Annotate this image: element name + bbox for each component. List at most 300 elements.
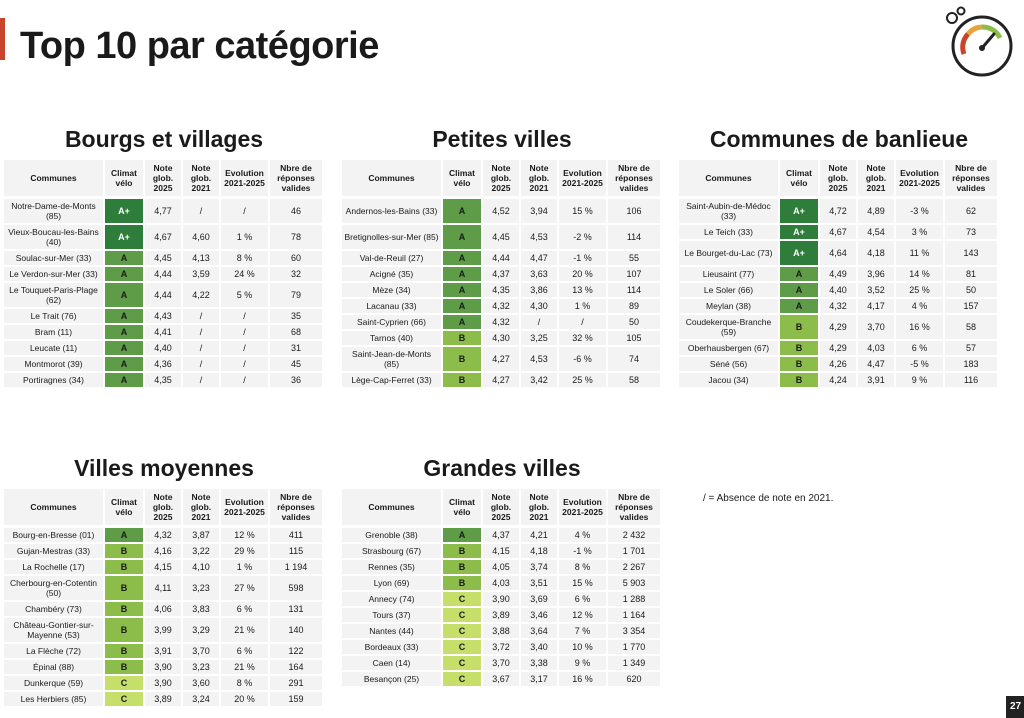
- table-row: [4, 341, 324, 357]
- evolution: 8 %: [221, 676, 270, 692]
- column-header: Note glob. 2025: [483, 489, 521, 528]
- score-2021: /: [183, 357, 221, 373]
- score-2025: 4,29: [820, 315, 858, 341]
- score-2021: /: [183, 199, 221, 225]
- responses-count: 122: [270, 644, 324, 660]
- table-row: [4, 199, 324, 225]
- page-title: Top 10 par catégorie: [20, 25, 379, 67]
- climate-grade-badge: C: [443, 624, 483, 640]
- table-row: [342, 656, 662, 672]
- evolution: -5 %: [896, 357, 945, 373]
- speedometer-logo-icon: [940, 4, 1014, 78]
- column-header: Climat vélo: [443, 160, 483, 199]
- score-2025: 3,67: [483, 672, 521, 688]
- score-2025: 4,67: [820, 225, 858, 241]
- commune-name: Notre-Dame-de-Monts (85): [4, 199, 105, 225]
- category-block: [342, 124, 662, 389]
- score-2025: 4,36: [145, 357, 183, 373]
- evolution: 5 %: [221, 283, 270, 309]
- evolution: /: [559, 315, 608, 331]
- score-2025: 4,41: [145, 325, 183, 341]
- column-header: Note glob. 2025: [820, 160, 858, 199]
- category-title: Petites villes: [432, 126, 572, 152]
- table-row: [4, 660, 324, 676]
- climate-grade-badge: A: [443, 315, 483, 331]
- column-header: Evolution 2021-2025: [221, 160, 270, 199]
- score-2021: 3,94: [521, 199, 559, 225]
- commune-name: Oberhausbergen (67): [679, 341, 780, 357]
- responses-count: 159: [270, 692, 324, 708]
- score-2021: 3,23: [183, 576, 221, 602]
- table-row: [342, 624, 662, 640]
- responses-count: 620: [608, 672, 662, 688]
- table-row: [4, 251, 324, 267]
- evolution: 14 %: [896, 267, 945, 283]
- score-2025: 4,30: [483, 331, 521, 347]
- responses-count: 116: [945, 373, 999, 389]
- column-header: Evolution 2021-2025: [896, 160, 945, 199]
- climate-grade-badge: A: [105, 309, 145, 325]
- evolution: 9 %: [896, 373, 945, 389]
- evolution: 6 %: [896, 341, 945, 357]
- commune-name: Acigné (35): [342, 267, 443, 283]
- table-row: [4, 692, 324, 708]
- category-block: [4, 124, 324, 389]
- score-2025: 3,90: [145, 676, 183, 692]
- score-2025: 4,40: [820, 283, 858, 299]
- evolution: 29 %: [221, 544, 270, 560]
- climate-grade-badge: B: [105, 560, 145, 576]
- climate-grade-badge: B: [780, 341, 820, 357]
- score-2025: 4,32: [483, 315, 521, 331]
- score-2025: 4,27: [483, 347, 521, 373]
- responses-count: 78: [270, 225, 324, 251]
- commune-name: Grenoble (38): [342, 528, 443, 544]
- evolution: 20 %: [221, 692, 270, 708]
- responses-count: 60: [270, 251, 324, 267]
- table-row: [679, 225, 999, 241]
- responses-count: 89: [608, 299, 662, 315]
- table-row: [342, 672, 662, 688]
- category-title: Bourgs et villages: [64, 126, 264, 152]
- evolution: 20 %: [559, 267, 608, 283]
- commune-name: Le Soler (66): [679, 283, 780, 299]
- score-2025: 4,37: [483, 528, 521, 544]
- responses-count: 58: [945, 315, 999, 341]
- climate-grade-badge: B: [780, 373, 820, 389]
- table-row: [342, 199, 662, 225]
- column-header: Note glob. 2025: [145, 489, 183, 528]
- table-row: [4, 576, 324, 602]
- score-2025: 4,32: [820, 299, 858, 315]
- climate-grade-badge: A: [443, 528, 483, 544]
- category-title: Communes de banlieue: [709, 126, 969, 152]
- score-2021: 3,96: [858, 267, 896, 283]
- climate-grade-badge: A: [780, 283, 820, 299]
- commune-name: Séné (56): [679, 357, 780, 373]
- column-header: Climat vélo: [105, 160, 145, 199]
- table-row: [342, 267, 662, 283]
- score-2021: 4,53: [521, 225, 559, 251]
- commune-name: Annecy (74): [342, 592, 443, 608]
- score-2021: /: [183, 309, 221, 325]
- score-2025: 4,67: [145, 225, 183, 251]
- table-row: [342, 225, 662, 251]
- category-block: [679, 124, 999, 389]
- responses-count: 62: [945, 199, 999, 225]
- responses-count: 131: [270, 602, 324, 618]
- score-2025: 4,45: [145, 251, 183, 267]
- score-2025: 4,52: [483, 199, 521, 225]
- commune-name: Leucate (11): [4, 341, 105, 357]
- score-2021: 4,13: [183, 251, 221, 267]
- climate-grade-badge: C: [105, 676, 145, 692]
- commune-name: Jacou (34): [679, 373, 780, 389]
- evolution: 11 %: [896, 241, 945, 267]
- evolution: 12 %: [559, 608, 608, 624]
- evolution: 16 %: [896, 315, 945, 341]
- page-number: 27: [1006, 696, 1024, 718]
- score-2021: 4,10: [183, 560, 221, 576]
- score-2025: 3,90: [145, 660, 183, 676]
- score-2021: 3,40: [521, 640, 559, 656]
- table-row: [342, 299, 662, 315]
- commune-name: Besançon (25): [342, 672, 443, 688]
- commune-name: Saint-Cyprien (66): [342, 315, 443, 331]
- commune-name: Épinal (88): [4, 660, 105, 676]
- commune-name: Les Herbiers (85): [4, 692, 105, 708]
- responses-count: 45: [270, 357, 324, 373]
- evolution: 3 %: [896, 225, 945, 241]
- responses-count: 5 903: [608, 576, 662, 592]
- evolution: 25 %: [896, 283, 945, 299]
- table-row: [4, 560, 324, 576]
- table-row: [4, 602, 324, 618]
- responses-count: 164: [270, 660, 324, 676]
- score-2021: 4,47: [858, 357, 896, 373]
- score-2021: /: [521, 315, 559, 331]
- score-2025: 4,15: [483, 544, 521, 560]
- table-row: [4, 544, 324, 560]
- evolution: 6 %: [559, 592, 608, 608]
- responses-count: 291: [270, 676, 324, 692]
- responses-count: 74: [608, 347, 662, 373]
- score-2021: 3,24: [183, 692, 221, 708]
- responses-count: 81: [945, 267, 999, 283]
- table-row: [342, 347, 662, 373]
- score-2025: 4,44: [483, 251, 521, 267]
- evolution: 32 %: [559, 331, 608, 347]
- responses-count: 1 194: [270, 560, 324, 576]
- climate-grade-badge: A: [105, 251, 145, 267]
- evolution: 1 %: [559, 299, 608, 315]
- score-2021: 3,59: [183, 267, 221, 283]
- score-2021: /: [183, 325, 221, 341]
- evolution: 10 %: [559, 640, 608, 656]
- responses-count: 598: [270, 576, 324, 602]
- column-header: Evolution 2021-2025: [559, 489, 608, 528]
- responses-count: 105: [608, 331, 662, 347]
- climate-grade-badge: A: [443, 267, 483, 283]
- climate-grade-badge: A+: [780, 241, 820, 267]
- responses-count: 68: [270, 325, 324, 341]
- score-2021: 3,29: [183, 618, 221, 644]
- climate-grade-badge: A: [105, 267, 145, 283]
- climate-grade-badge: B: [105, 618, 145, 644]
- score-2021: 3,69: [521, 592, 559, 608]
- table-row: [4, 528, 324, 544]
- evolution: 15 %: [559, 199, 608, 225]
- commune-name: Tours (37): [342, 608, 443, 624]
- score-2021: 3,63: [521, 267, 559, 283]
- responses-count: 73: [945, 225, 999, 241]
- score-2025: 4,32: [483, 299, 521, 315]
- table-row: [679, 241, 999, 267]
- column-header: Communes: [342, 160, 443, 199]
- score-2025: 4,35: [483, 283, 521, 299]
- evolution: 12 %: [221, 528, 270, 544]
- evolution: 7 %: [559, 624, 608, 640]
- score-2025: 4,27: [483, 373, 521, 389]
- column-header: Nbre de réponses valides: [270, 160, 324, 199]
- climate-grade-badge: A: [443, 283, 483, 299]
- table-header-row: [679, 160, 999, 199]
- column-header: Communes: [4, 160, 105, 199]
- score-2025: 4,15: [145, 560, 183, 576]
- table-row: [342, 528, 662, 544]
- climate-grade-badge: A+: [780, 199, 820, 225]
- column-header: Note glob. 2021: [521, 160, 559, 199]
- column-header: Evolution 2021-2025: [221, 489, 270, 528]
- responses-count: 115: [270, 544, 324, 560]
- climate-grade-badge: B: [443, 373, 483, 389]
- score-2025: 4,05: [483, 560, 521, 576]
- responses-count: 114: [608, 225, 662, 251]
- score-2025: 4,06: [145, 602, 183, 618]
- ranking-table: [4, 160, 324, 389]
- commune-name: Château-Gontier-sur-Mayenne (53): [4, 618, 105, 644]
- score-2025: 4,49: [820, 267, 858, 283]
- column-header: Note glob. 2025: [483, 160, 521, 199]
- commune-name: Bretignolles-sur-Mer (85): [342, 225, 443, 251]
- climate-grade-badge: B: [105, 576, 145, 602]
- responses-count: 50: [608, 315, 662, 331]
- evolution: -1 %: [559, 544, 608, 560]
- responses-count: 411: [270, 528, 324, 544]
- score-2025: 3,99: [145, 618, 183, 644]
- climate-grade-badge: B: [443, 560, 483, 576]
- score-2021: /: [183, 341, 221, 357]
- responses-count: 32: [270, 267, 324, 283]
- table-row: [679, 315, 999, 341]
- evolution: 21 %: [221, 660, 270, 676]
- commune-name: Vieux-Boucau-les-Bains (40): [4, 225, 105, 251]
- column-header: Note glob. 2021: [183, 160, 221, 199]
- table-row: [679, 299, 999, 315]
- table-header-row: [4, 489, 324, 528]
- evolution: -6 %: [559, 347, 608, 373]
- climate-grade-badge: A: [105, 325, 145, 341]
- responses-count: 50: [945, 283, 999, 299]
- climate-grade-badge: A: [443, 199, 483, 225]
- score-2025: 3,91: [145, 644, 183, 660]
- score-2025: 3,72: [483, 640, 521, 656]
- category-title: Grandes villes: [423, 455, 581, 481]
- climate-grade-badge: B: [780, 315, 820, 341]
- commune-name: Bordeaux (33): [342, 640, 443, 656]
- evolution: 1 %: [221, 560, 270, 576]
- responses-count: 2 432: [608, 528, 662, 544]
- score-2021: 3,17: [521, 672, 559, 688]
- commune-name: Lacanau (33): [342, 299, 443, 315]
- column-header: Communes: [342, 489, 443, 528]
- table-header-row: [342, 489, 662, 528]
- responses-count: 140: [270, 618, 324, 644]
- score-2025: 4,72: [820, 199, 858, 225]
- climate-grade-badge: A: [443, 251, 483, 267]
- score-2025: 4,43: [145, 309, 183, 325]
- table-row: [4, 309, 324, 325]
- commune-name: Val-de-Reuil (27): [342, 251, 443, 267]
- evolution: 15 %: [559, 576, 608, 592]
- score-2025: 4,03: [483, 576, 521, 592]
- column-header: Nbre de réponses valides: [945, 160, 999, 199]
- column-header: Nbre de réponses valides: [608, 489, 662, 528]
- score-2025: 4,44: [145, 283, 183, 309]
- legend-note: / = Absence de note en 2021.: [703, 493, 834, 504]
- climate-grade-badge: B: [105, 544, 145, 560]
- score-2021: 3,64: [521, 624, 559, 640]
- score-2021: 3,83: [183, 602, 221, 618]
- score-2025: 3,70: [483, 656, 521, 672]
- responses-count: 114: [608, 283, 662, 299]
- commune-name: Strasbourg (67): [342, 544, 443, 560]
- climate-grade-badge: A: [105, 373, 145, 389]
- responses-count: 57: [945, 341, 999, 357]
- evolution: /: [221, 199, 270, 225]
- table-row: [679, 283, 999, 299]
- score-2025: 4,16: [145, 544, 183, 560]
- score-2025: 3,89: [483, 608, 521, 624]
- commune-name: Gujan-Mestras (33): [4, 544, 105, 560]
- column-header: Communes: [679, 160, 780, 199]
- table-row: [4, 676, 324, 692]
- evolution: 25 %: [559, 373, 608, 389]
- score-2021: 3,51: [521, 576, 559, 592]
- score-2021: 3,87: [183, 528, 221, 544]
- score-2025: 4,77: [145, 199, 183, 225]
- category-block: [4, 453, 324, 708]
- ranking-table: [342, 160, 662, 389]
- commune-name: Lyon (69): [342, 576, 443, 592]
- score-2021: 3,42: [521, 373, 559, 389]
- commune-name: Andernos-les-Bains (33): [342, 199, 443, 225]
- climate-grade-badge: B: [443, 331, 483, 347]
- commune-name: Le Touquet-Paris-Plage (62): [4, 283, 105, 309]
- responses-count: 106: [608, 199, 662, 225]
- evolution: /: [221, 373, 270, 389]
- climate-grade-badge: A+: [780, 225, 820, 241]
- climate-grade-badge: C: [443, 608, 483, 624]
- column-header: Evolution 2021-2025: [559, 160, 608, 199]
- score-2021: 3,38: [521, 656, 559, 672]
- score-2025: 4,40: [145, 341, 183, 357]
- evolution: 27 %: [221, 576, 270, 602]
- score-2025: 4,64: [820, 241, 858, 267]
- climate-grade-badge: B: [443, 576, 483, 592]
- evolution: 6 %: [221, 644, 270, 660]
- responses-count: 1 701: [608, 544, 662, 560]
- evolution: 8 %: [221, 251, 270, 267]
- score-2021: 4,18: [858, 241, 896, 267]
- column-header: Note glob. 2025: [145, 160, 183, 199]
- commune-name: La Flèche (72): [4, 644, 105, 660]
- score-2021: 3,74: [521, 560, 559, 576]
- table-row: [4, 283, 324, 309]
- commune-name: Lieusaint (77): [679, 267, 780, 283]
- table-row: [679, 373, 999, 389]
- commune-name: Le Verdon-sur-Mer (33): [4, 267, 105, 283]
- responses-count: 46: [270, 199, 324, 225]
- score-2025: 4,44: [145, 267, 183, 283]
- table-row: [342, 283, 662, 299]
- commune-name: Nantes (44): [342, 624, 443, 640]
- climate-grade-badge: A: [443, 225, 483, 251]
- climate-grade-badge: C: [443, 672, 483, 688]
- table-row: [4, 357, 324, 373]
- score-2025: 3,88: [483, 624, 521, 640]
- commune-name: Montmorot (39): [4, 357, 105, 373]
- score-2025: 4,35: [145, 373, 183, 389]
- climate-grade-badge: A: [105, 357, 145, 373]
- score-2021: 3,22: [183, 544, 221, 560]
- table-row: [342, 560, 662, 576]
- score-2021: 4,18: [521, 544, 559, 560]
- score-2021: 3,25: [521, 331, 559, 347]
- column-header: Note glob. 2021: [183, 489, 221, 528]
- evolution: -3 %: [896, 199, 945, 225]
- table-row: [4, 373, 324, 389]
- responses-count: 143: [945, 241, 999, 267]
- category-title: Villes moyennes: [74, 455, 254, 481]
- responses-count: 2 267: [608, 560, 662, 576]
- score-2021: 4,22: [183, 283, 221, 309]
- score-2021: 4,17: [858, 299, 896, 315]
- score-2025: 4,26: [820, 357, 858, 373]
- column-header: Climat vélo: [443, 489, 483, 528]
- score-2021: 3,46: [521, 608, 559, 624]
- commune-name: Chambéry (73): [4, 602, 105, 618]
- title-accent-bar: [0, 18, 5, 60]
- score-2021: /: [183, 373, 221, 389]
- score-2021: 3,91: [858, 373, 896, 389]
- responses-count: 55: [608, 251, 662, 267]
- score-2025: 4,24: [820, 373, 858, 389]
- commune-name: Soulac-sur-Mer (33): [4, 251, 105, 267]
- score-2021: 4,60: [183, 225, 221, 251]
- table-row: [342, 608, 662, 624]
- climate-grade-badge: C: [443, 656, 483, 672]
- climate-grade-badge: B: [443, 347, 483, 373]
- score-2021: 4,47: [521, 251, 559, 267]
- score-2021: 3,60: [183, 676, 221, 692]
- commune-name: La Rochelle (17): [4, 560, 105, 576]
- table-row: [679, 341, 999, 357]
- evolution: 21 %: [221, 618, 270, 644]
- table-row: [679, 357, 999, 373]
- responses-count: 1 349: [608, 656, 662, 672]
- responses-count: 79: [270, 283, 324, 309]
